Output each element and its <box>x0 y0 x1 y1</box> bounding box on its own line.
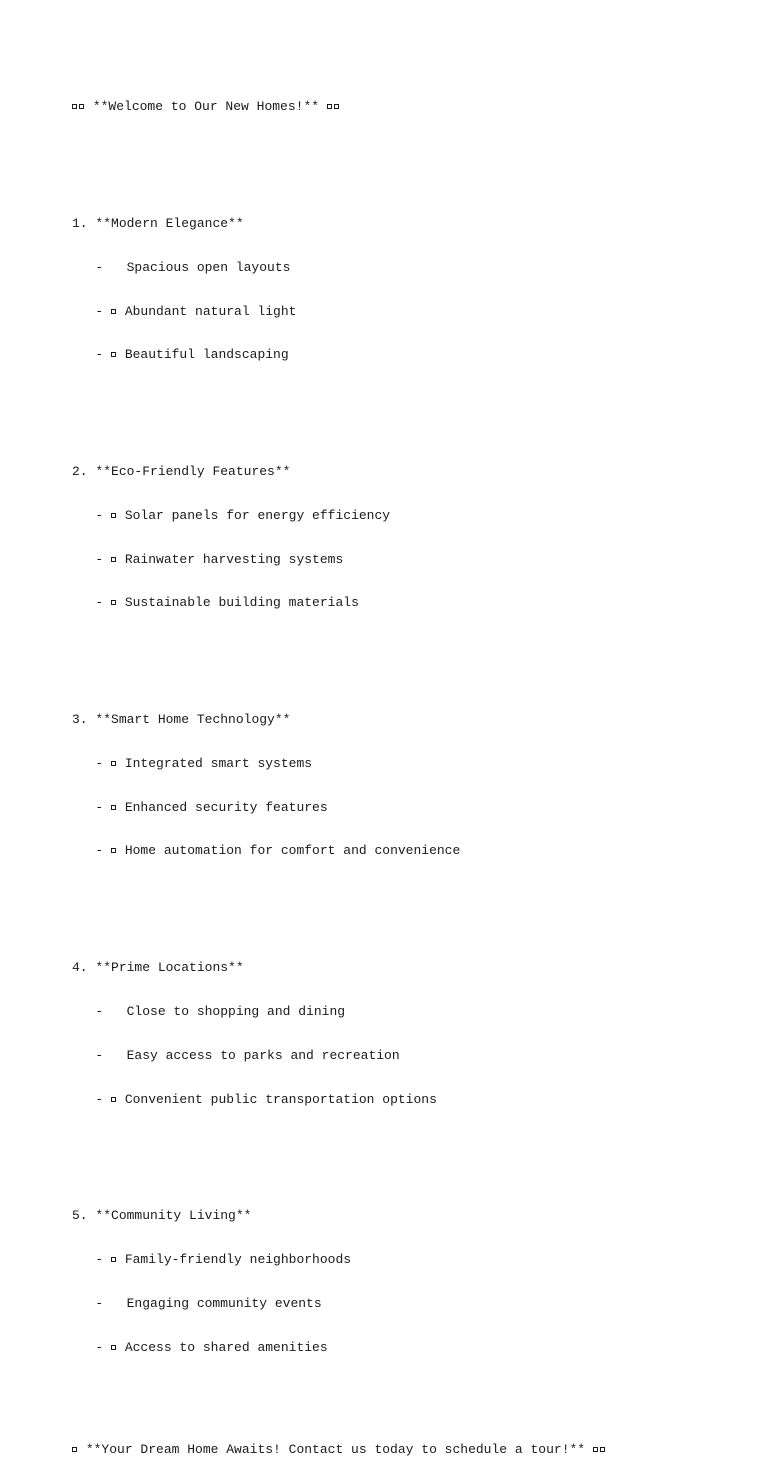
box-icon <box>111 513 116 518</box>
box-icon <box>593 1447 598 1452</box>
list-item-text: Home automation for comfort and convenience <box>124 843 461 859</box>
section-title-text: **Smart Home Technology** <box>95 712 291 728</box>
section-number: 3. <box>72 712 88 728</box>
section-title <box>72 465 606 480</box>
list-item: - Sustainable building materials <box>72 595 359 611</box>
list-item: - Beautiful landscaping <box>72 347 289 363</box>
list-item: - Enhanced security features <box>72 799 328 815</box>
box-icon <box>111 352 116 357</box>
list-item: - Integrated smart systems <box>72 755 313 771</box>
list-item-text: Close to shopping and dining <box>118 1004 346 1019</box>
list-item: - Convenient public transportation options <box>72 1091 437 1107</box>
box-icon <box>600 1447 605 1452</box>
list-item-text: Convenient public transportation options <box>124 1091 437 1107</box>
list-item-text: Sustainable building materials <box>124 595 359 611</box>
list-item-text: Integrated smart systems <box>124 755 313 771</box>
list-item: - Close to shopping and dining <box>72 1004 346 1019</box>
list-item: - Easy access to parks and recreation <box>72 1047 400 1063</box>
footer-line <box>72 1443 606 1458</box>
list-item: - Rainwater harvesting systems <box>72 551 344 567</box>
box-icon <box>111 309 116 314</box>
box-icon <box>111 557 116 562</box>
box-icon <box>72 104 77 109</box>
list-item: - Abundant natural light <box>72 303 297 319</box>
list-item-text: Rainwater harvesting systems <box>124 551 344 567</box>
list-item-text: Enhanced security features <box>124 799 328 815</box>
list-item: - Solar panels for energy efficiency <box>72 507 391 523</box>
box-icon <box>111 848 116 853</box>
box-icon <box>111 1097 116 1102</box>
section-number: 2. <box>72 464 88 480</box>
list-item-text: Spacious open layouts <box>118 259 291 275</box>
box-icon <box>72 1447 77 1452</box>
list-item: - Spacious open layouts <box>72 259 291 275</box>
section-title-text: **Prime Locations** <box>95 960 244 976</box>
list-item: - Access to shared amenities <box>72 1339 328 1355</box>
list-item-text: Easy access to parks and recreation <box>118 1047 400 1063</box>
footer-text: **Your Dream Home Awaits! Contact us today to schedule a tour!** <box>85 1441 586 1457</box>
box-icon <box>334 104 339 109</box>
section-title <box>72 217 606 232</box>
section-title <box>72 713 606 728</box>
list-item-text: Family-friendly neighborhoods <box>124 1252 352 1268</box>
list-item-text: Access to shared amenities <box>124 1339 328 1355</box>
list-item: - Engaging community events <box>72 1295 322 1311</box>
document-body <box>72 71 606 1472</box>
list-item-text: Engaging community events <box>118 1295 322 1311</box>
section-title-text: **Modern Elegance** <box>95 215 244 231</box>
box-icon <box>111 761 116 766</box>
list-item-text: Abundant natural light <box>124 303 297 319</box>
box-icon <box>79 104 84 109</box>
list-item: - Family-friendly neighborhoods <box>72 1252 352 1268</box>
section-title-text: **Eco-Friendly Features** <box>95 464 291 480</box>
box-icon <box>111 1345 116 1350</box>
list-item: - Home automation for comfort and convenience <box>72 843 461 859</box>
section-number: 4. <box>72 960 88 976</box>
list-item-text: Beautiful landscaping <box>124 347 289 363</box>
box-icon <box>111 1257 116 1262</box>
box-icon <box>327 104 332 109</box>
section-title <box>72 961 606 976</box>
list-item-text: Solar panels for energy efficiency <box>124 507 391 523</box>
section-number: 1. <box>72 215 88 231</box>
section-title <box>72 1209 606 1224</box>
box-icon <box>111 600 116 605</box>
heading-text: **Welcome to Our New Homes!** <box>92 99 320 115</box>
heading-line <box>72 100 606 115</box>
box-icon <box>111 805 116 810</box>
section-number: 5. <box>72 1208 88 1224</box>
section-title-text: **Community Living** <box>95 1208 252 1224</box>
